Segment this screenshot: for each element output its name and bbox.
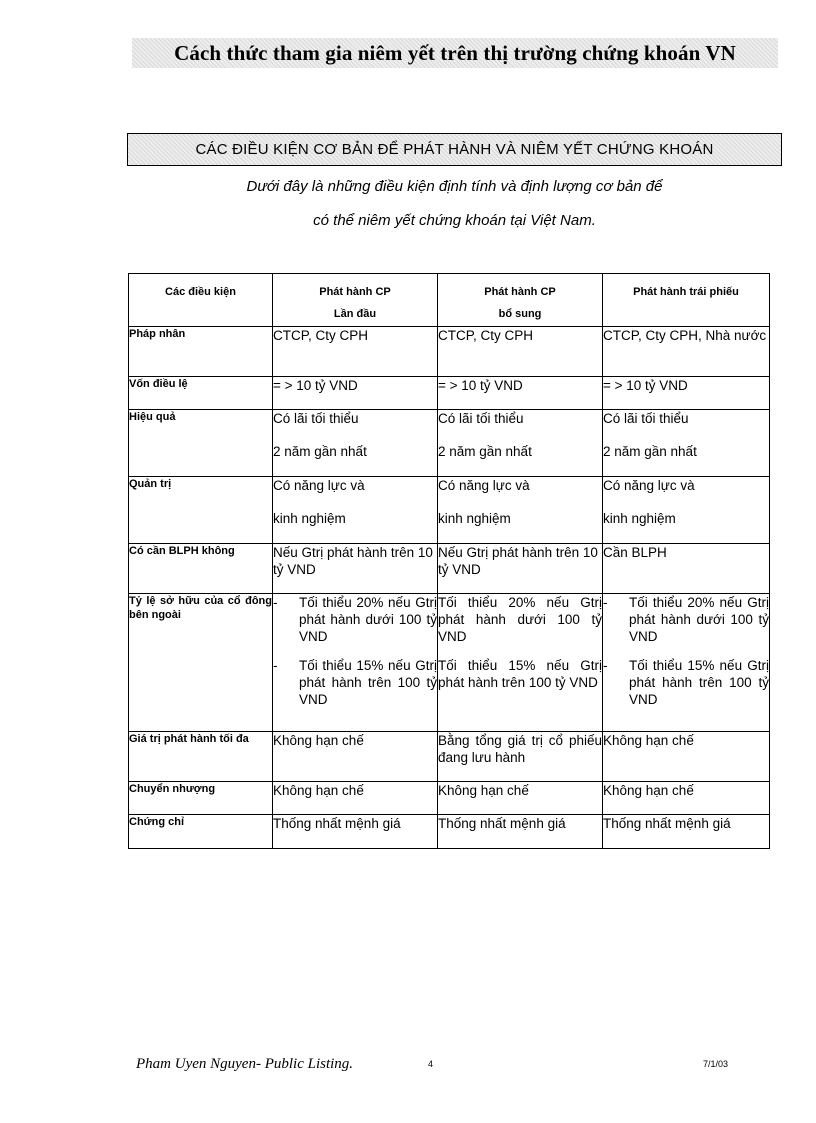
cell-underwriter-bond: Cần BLPH (603, 544, 770, 594)
page-title: Cách thức tham gia niêm yết trên thị trường chứng khoán VN (174, 40, 736, 65)
cell-maxvalue-bond: Không hạn chế (603, 732, 770, 782)
row-label-certificate: Chứng chỉ (129, 815, 273, 849)
table-row (129, 732, 770, 782)
cell-underwriter-first: Nếu Gtrị phát hành trên 10 tỷ VND (273, 544, 438, 594)
cell-maxvalue-additional: Bằng tổng giá trị cổ phiếu đang lưu hành (438, 732, 603, 782)
cell-underwriter-additional: Nếu Gtrị phát hành trên 10 tỷ VND (438, 544, 603, 594)
row-label-charter-capital: Vốn điều lệ (129, 377, 273, 410)
cell-ownership-bond: - Tối thiểu 20% nếu Gtrị phát hành dưới 100 tỷ VND - Tối thiểu 15% nếu Gtrị phát hành trên 100 tỷ VND (603, 594, 770, 732)
cell-ownership-first: - Tối thiểu 20% nếu Gtrị phát hành dưới 100 tỷ VND - Tối thiểu 15% nếu Gtrị phát hành trên 100 tỷ VND (273, 594, 438, 732)
section-heading-box (127, 133, 782, 166)
cell-legal-additional: CTCP, Cty CPH (438, 327, 603, 377)
page-title-band (132, 38, 778, 68)
cell-efficiency-first: Có lãi tối thiểu 2 năm gần nhất (273, 410, 438, 477)
header-first-issue (273, 274, 438, 327)
header-additional-line2: bổ sung (498, 308, 542, 320)
table-header-row (129, 274, 770, 327)
row-label-efficiency: Hiệu quả (129, 410, 273, 477)
conditions-table (128, 273, 770, 849)
table-row (129, 410, 770, 477)
table-row (129, 782, 770, 815)
footer-date: 7/1/03 (703, 1059, 729, 1069)
cell-governance-first: Có năng lực và kinh nghiệm (273, 477, 438, 544)
header-additional-issue (438, 274, 603, 327)
row-label-underwriter: Có cần BLPH không (129, 544, 273, 594)
intro-line-1: Dưới đây là những điều kiện định tính và định lượng cơ bản để (246, 178, 663, 195)
footer-author: Pham Uyen Nguyen- Public Listing. (136, 1056, 354, 1072)
header-additional-line1: Phát hành CP (484, 286, 556, 298)
header-bond-issue: Phát hành trái phiếu (603, 274, 770, 327)
row-label-transfer: Chuyển nhượng (129, 782, 273, 815)
cell-efficiency-bond: Có lãi tối thiểu 2 năm gần nhất (603, 410, 770, 477)
intro-line-2: có thể niêm yết chứng khoán tại Việt Nam. (313, 212, 596, 229)
cell-transfer-additional: Không hạn chế (438, 782, 603, 815)
cell-ownership-additional: Tối thiểu 20% nếu Gtrị phát hành dưới 100 tỷ VND Tối thiểu 15% nếu Gtrị phát hành trên 100 tỷ VND (438, 594, 603, 732)
table-row (129, 327, 770, 377)
cell-transfer-first: Không hạn chế (273, 782, 438, 815)
table-row (129, 544, 770, 594)
row-label-ownership: Tỷ lệ sở hữu của cổ đông bên ngoài (129, 594, 273, 732)
table-row (129, 377, 770, 410)
cell-certificate-bond: Thống nhất mệnh giá (603, 815, 770, 849)
cell-legal-bond: CTCP, Cty CPH, Nhà nước (603, 327, 770, 377)
table-row (129, 594, 770, 732)
cell-certificate-first: Thống nhất mệnh giá (273, 815, 438, 849)
cell-certificate-additional: Thống nhất mệnh giá (438, 815, 603, 849)
table-row (129, 815, 770, 849)
header-first-issue-line1: Phát hành CP (319, 286, 391, 298)
cell-legal-first: CTCP, Cty CPH (273, 327, 438, 377)
cell-capital-bond: = > 10 tỷ VND (603, 377, 770, 410)
table-row (129, 477, 770, 544)
cell-capital-first: = > 10 tỷ VND (273, 377, 438, 410)
cell-efficiency-additional: Có lãi tối thiểu 2 năm gần nhất (438, 410, 603, 477)
cell-maxvalue-first: Không hạn chế (273, 732, 438, 782)
row-label-governance: Quản trị (129, 477, 273, 544)
row-label-max-value: Giá trị phát hành tối đa (129, 732, 273, 782)
cell-governance-bond: Có năng lực và kinh nghiệm (603, 477, 770, 544)
footer-page-number: 4 (428, 1059, 434, 1069)
cell-transfer-bond: Không hạn chế (603, 782, 770, 815)
cell-capital-additional: = > 10 tỷ VND (438, 377, 603, 410)
header-conditions: Các điều kiện (129, 274, 273, 327)
section-heading: CÁC ĐIỀU KIỆN CƠ BẢN ĐỂ PHÁT HÀNH VÀ NIÊM YẾT CHỨNG KHOÁN (195, 141, 714, 158)
header-first-issue-line2: Lần đầu (333, 308, 377, 320)
cell-governance-additional: Có năng lực và kinh nghiệm (438, 477, 603, 544)
row-label-legal-entity: Pháp nhân (129, 327, 273, 377)
